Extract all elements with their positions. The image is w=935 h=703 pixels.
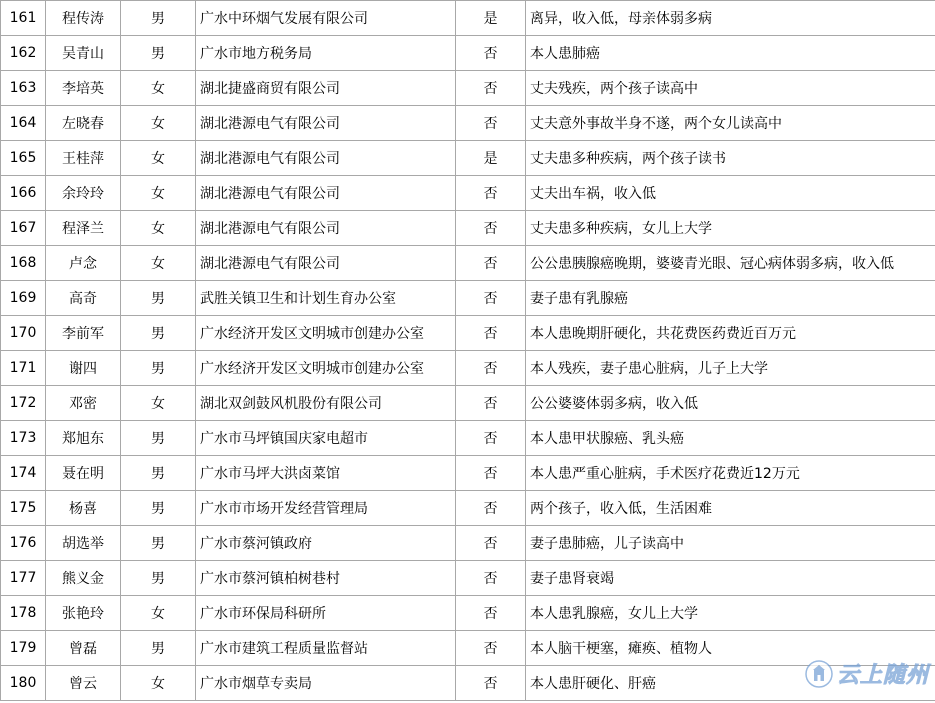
cell-org: 广水市烟草专卖局: [196, 666, 456, 701]
cell-reason: 本人患肺癌: [526, 36, 935, 71]
cell-name: 卢念: [46, 246, 121, 281]
cell-no: 174: [1, 456, 46, 491]
cell-flag: 否: [456, 491, 526, 526]
cell-no: 170: [1, 316, 46, 351]
cell-name: 高奇: [46, 281, 121, 316]
cell-flag: 否: [456, 631, 526, 666]
cell-reason: 两个孩子，收入低，生活困难: [526, 491, 935, 526]
cell-reason: 妻子患肾衰竭: [526, 561, 935, 596]
cell-org: 湖北双剑鼓风机股份有限公司: [196, 386, 456, 421]
cell-flag: 是: [456, 1, 526, 36]
cell-name: 谢四: [46, 351, 121, 386]
cell-no: 172: [1, 386, 46, 421]
table-row: [1, 36, 935, 71]
cell-no: 164: [1, 106, 46, 141]
cell-sex: 女: [121, 666, 196, 701]
cell-org: 湖北港源电气有限公司: [196, 211, 456, 246]
cell-flag: 否: [456, 386, 526, 421]
cell-reason: 丈夫残疾，两个孩子读高中: [526, 71, 935, 106]
cell-org: 广水经济开发区文明城市创建办公室: [196, 316, 456, 351]
cell-reason: 离异，收入低，母亲体弱多病: [526, 1, 935, 36]
table-row: [1, 106, 935, 141]
table-row: [1, 596, 935, 631]
cell-sex: 男: [121, 631, 196, 666]
watermark-text: 云上随州: [836, 663, 929, 688]
cell-sex: 男: [121, 491, 196, 526]
cell-sex: 男: [121, 456, 196, 491]
cell-reason: 丈夫患多种疾病，女儿上大学: [526, 211, 935, 246]
cell-reason: 本人患晚期肝硬化，共花费医药费近百万元: [526, 316, 935, 351]
cell-flag: 否: [456, 666, 526, 701]
table-row: [1, 421, 935, 456]
cell-flag: 否: [456, 526, 526, 561]
table-row: [1, 176, 935, 211]
cell-no: 161: [1, 1, 46, 36]
table-row: [1, 526, 935, 561]
cell-org: 广水市环保局科研所: [196, 596, 456, 631]
cell-sex: 女: [121, 141, 196, 176]
cell-reason: 丈夫患多种疾病，两个孩子读书: [526, 141, 935, 176]
cell-no: 165: [1, 141, 46, 176]
cell-flag: 否: [456, 561, 526, 596]
cell-reason: 本人患甲状腺癌、乳头癌: [526, 421, 935, 456]
cell-name: 聂在明: [46, 456, 121, 491]
building-icon: [805, 660, 833, 688]
cell-no: 178: [1, 596, 46, 631]
cell-org: 广水中环烟气发展有限公司: [196, 1, 456, 36]
cell-reason: 妻子患有乳腺癌: [526, 281, 935, 316]
cell-sex: 女: [121, 71, 196, 106]
cell-reason: 本人残疾，妻子患心脏病，儿子上大学: [526, 351, 935, 386]
table-row: [1, 1, 935, 36]
cell-org: 湖北港源电气有限公司: [196, 106, 456, 141]
cell-flag: 否: [456, 351, 526, 386]
table-row: [1, 456, 935, 491]
cell-no: 168: [1, 246, 46, 281]
cell-name: 左晓春: [46, 106, 121, 141]
cell-sex: 女: [121, 176, 196, 211]
cell-flag: 否: [456, 316, 526, 351]
cell-no: 163: [1, 71, 46, 106]
cell-sex: 女: [121, 596, 196, 631]
cell-sex: 男: [121, 421, 196, 456]
cell-no: 162: [1, 36, 46, 71]
cell-name: 李培英: [46, 71, 121, 106]
cell-org: 广水市建筑工程质量监督站: [196, 631, 456, 666]
cell-reason: 本人患乳腺癌，女儿上大学: [526, 596, 935, 631]
table-row: [1, 561, 935, 596]
cell-flag: 是: [456, 141, 526, 176]
cell-org: 广水市马坪镇国庆家电超市: [196, 421, 456, 456]
cell-name: 王桂萍: [46, 141, 121, 176]
cell-name: 胡选举: [46, 526, 121, 561]
cell-org: 广水市马坪大洪卤菜馆: [196, 456, 456, 491]
cell-no: 175: [1, 491, 46, 526]
cell-org: 湖北港源电气有限公司: [196, 141, 456, 176]
cell-reason: 本人患严重心脏病，手术医疗花费近12万元: [526, 456, 935, 491]
table-row: [1, 71, 935, 106]
cell-name: 程泽兰: [46, 211, 121, 246]
cell-flag: 否: [456, 596, 526, 631]
cell-no: 167: [1, 211, 46, 246]
cell-org: 广水经济开发区文明城市创建办公室: [196, 351, 456, 386]
cell-no: 173: [1, 421, 46, 456]
cell-sex: 男: [121, 561, 196, 596]
cell-name: 吴青山: [46, 36, 121, 71]
table-row: [1, 631, 935, 666]
cell-flag: 否: [456, 421, 526, 456]
cell-name: 余玲玲: [46, 176, 121, 211]
cell-flag: 否: [456, 456, 526, 491]
table-row: [1, 211, 935, 246]
cell-org: 湖北港源电气有限公司: [196, 246, 456, 281]
cell-no: 180: [1, 666, 46, 701]
table-row: [1, 386, 935, 421]
cell-reason: 公公患胰腺癌晚期，婆婆青光眼、冠心病体弱多病，收入低: [526, 246, 935, 281]
table-row: [1, 246, 935, 281]
cell-sex: 男: [121, 526, 196, 561]
watermark-logo: [805, 658, 929, 689]
table-row: [1, 316, 935, 351]
cell-flag: 否: [456, 281, 526, 316]
cell-reason: 妻子患肺癌，儿子读高中: [526, 526, 935, 561]
cell-no: 169: [1, 281, 46, 316]
cell-org: 广水市蔡河镇政府: [196, 526, 456, 561]
cell-name: 杨喜: [46, 491, 121, 526]
cell-sex: 男: [121, 36, 196, 71]
cell-sex: 男: [121, 281, 196, 316]
cell-flag: 否: [456, 71, 526, 106]
table-row: [1, 666, 935, 701]
cell-name: 程传涛: [46, 1, 121, 36]
cell-reason: 本人患肝硬化、肝癌: [526, 666, 935, 701]
cell-flag: 否: [456, 36, 526, 71]
cell-reason: 本人脑干梗塞，瘫痪、植物人: [526, 631, 935, 666]
table-row: [1, 141, 935, 176]
cell-org: 湖北捷盛商贸有限公司: [196, 71, 456, 106]
cell-org: 广水市市场开发经营管理局: [196, 491, 456, 526]
cell-org: 武胜关镇卫生和计划生育办公室: [196, 281, 456, 316]
cell-no: 176: [1, 526, 46, 561]
cell-name: 熊义金: [46, 561, 121, 596]
cell-flag: 否: [456, 106, 526, 141]
cell-reason: 丈夫出车祸，收入低: [526, 176, 935, 211]
cell-name: 郑旭东: [46, 421, 121, 456]
cell-sex: 女: [121, 106, 196, 141]
cell-sex: 男: [121, 1, 196, 36]
cell-no: 177: [1, 561, 46, 596]
cell-sex: 女: [121, 246, 196, 281]
cell-sex: 男: [121, 316, 196, 351]
cell-flag: 否: [456, 176, 526, 211]
cell-flag: 否: [456, 211, 526, 246]
cell-no: 166: [1, 176, 46, 211]
table-row: [1, 491, 935, 526]
cell-org: 广水市蔡河镇柏树巷村: [196, 561, 456, 596]
table-body: [1, 1, 935, 701]
table-row: [1, 281, 935, 316]
cell-name: 曾磊: [46, 631, 121, 666]
cell-sex: 女: [121, 386, 196, 421]
cell-name: 张艳玲: [46, 596, 121, 631]
cell-no: 171: [1, 351, 46, 386]
cell-org: 湖北港源电气有限公司: [196, 176, 456, 211]
cell-reason: 丈夫意外事故半身不遂，两个女儿读高中: [526, 106, 935, 141]
cell-flag: 否: [456, 246, 526, 281]
cell-sex: 女: [121, 211, 196, 246]
cell-name: 曾云: [46, 666, 121, 701]
cell-name: 邓密: [46, 386, 121, 421]
cell-no: 179: [1, 631, 46, 666]
cell-sex: 男: [121, 351, 196, 386]
cell-name: 李前军: [46, 316, 121, 351]
table-row: [1, 351, 935, 386]
cell-reason: 公公婆婆体弱多病，收入低: [526, 386, 935, 421]
cell-org: 广水市地方税务局: [196, 36, 456, 71]
